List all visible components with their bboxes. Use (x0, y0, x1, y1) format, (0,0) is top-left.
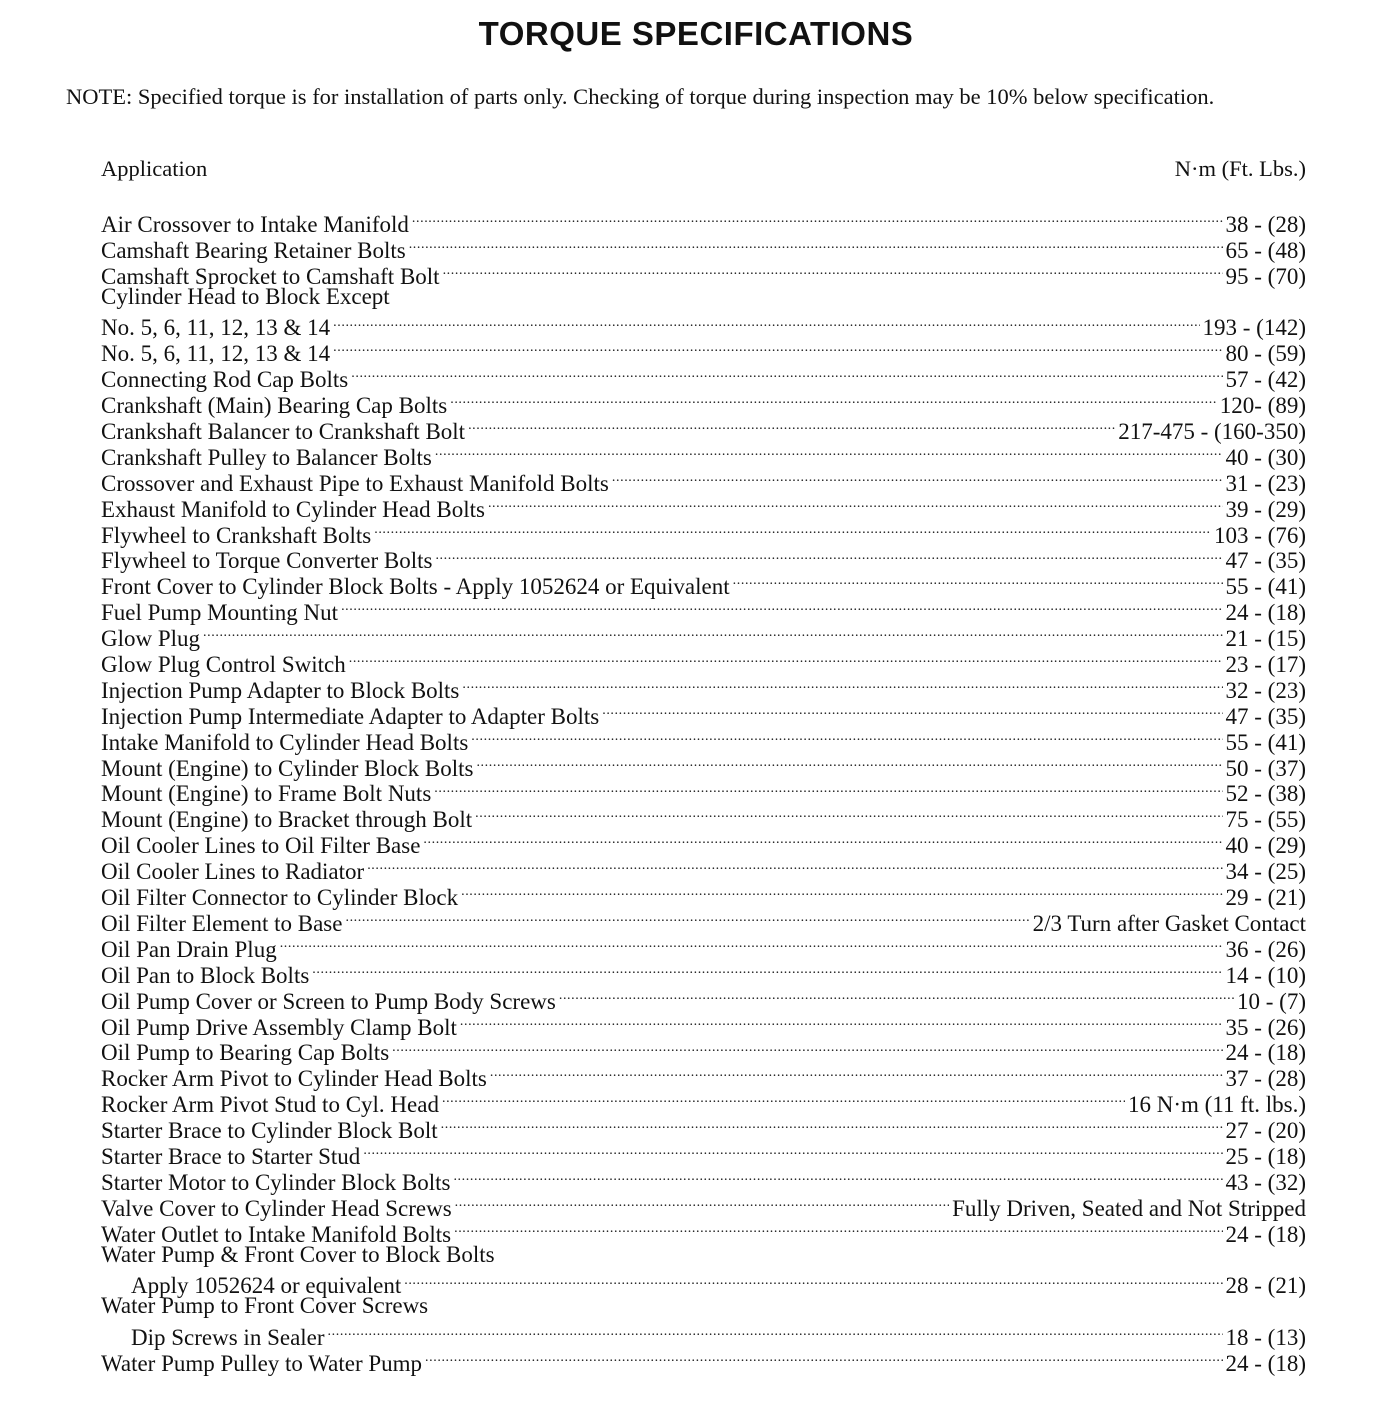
dot-leader (471, 724, 1222, 750)
application-cell: Crankshaft Balancer to Crankshaft Bolt (101, 419, 466, 445)
page-title: TORQUE SPECIFICATIONS (478, 15, 914, 52)
application-cell: Oil Pump Drive Assembly Clamp Bolt (101, 1014, 457, 1040)
application-cell: Water Pump & Front Cover to Block Bolts (101, 1241, 495, 1267)
torque-value-cell: 14 - (10) (1225, 962, 1306, 988)
dot-leader (328, 1319, 1223, 1345)
dot-leader (349, 646, 1223, 672)
table-row (101, 646, 1306, 678)
table-row (101, 1293, 1306, 1319)
torque-value-cell: 18 - (13) (1225, 1325, 1306, 1351)
dot-leader (733, 568, 1223, 594)
torque-value-cell: 2/3 Turn after Gasket Contact (1032, 910, 1306, 936)
torque-value-cell: 29 - (21) (1225, 885, 1306, 911)
torque-value-cell: 23 - (17) (1225, 652, 1306, 678)
application-cell: Water Outlet to Intake Manifold Bolts (101, 1221, 452, 1247)
application-cell: Oil Pan Drain Plug (101, 936, 277, 962)
torque-value-cell: 47 - (35) (1225, 548, 1306, 574)
dot-leader (341, 594, 1222, 620)
dot-leader (374, 517, 1211, 543)
dot-leader (443, 258, 1223, 284)
dot-leader (453, 1164, 1222, 1190)
application-cell: Air Crossover to Intake Manifold (101, 211, 409, 237)
application-cell: Glow Plug (101, 626, 201, 652)
dot-leader (462, 672, 1222, 698)
torque-value-cell: 16 N·m (11 ft. lbs.) (1127, 1092, 1306, 1118)
application-cell: Cylinder Head to Block Except (101, 283, 390, 309)
table-row (101, 931, 1306, 962)
column-header-torque: N·m (Ft. Lbs.) (1174, 156, 1306, 181)
dot-leader (441, 1112, 1223, 1138)
torque-value-cell: 55 - (41) (1225, 574, 1306, 600)
application-cell: Injection Pump Intermediate Adapter to Adapter Bolts (101, 703, 600, 729)
torque-value-cell: 95 - (70) (1225, 263, 1306, 289)
dot-leader (450, 387, 1217, 413)
torque-value-cell: 75 - (55) (1225, 807, 1306, 833)
torque-value-cell: 27 - (20) (1225, 1118, 1306, 1144)
application-cell: Rocker Arm Pivot Stud to Cyl. Head (101, 1092, 439, 1118)
torque-value-cell: 50 - (37) (1225, 755, 1306, 781)
table-row (101, 310, 1306, 341)
dot-leader (423, 827, 1222, 853)
torque-value-cell: 47 - (35) (1225, 703, 1306, 729)
dot-leader (461, 879, 1222, 905)
application-cell: Fuel Pump Mounting Nut (101, 600, 339, 626)
torque-value-cell: 21 - (15) (1225, 626, 1306, 652)
table-row (101, 206, 1306, 237)
application-cell: Starter Motor to Cylinder Block Bolts (101, 1169, 451, 1195)
torque-value-cell: 37 - (28) (1225, 1066, 1306, 1092)
application-cell: Mount (Engine) to Frame Bolt Nuts (101, 781, 432, 807)
note-text: NOTE: Specified torque is for installation of parts only. Checking of torque during inspection may be 10% below specification. (66, 84, 1215, 109)
torque-value-cell: 40 - (29) (1225, 833, 1306, 859)
torque-value-cell: 120- (89) (1219, 393, 1306, 419)
torque-value-cell: 38 - (28) (1225, 211, 1306, 237)
application-cell: Water Pump to Front Cover Screws (101, 1293, 429, 1319)
application-cell: Intake Manifold to Cylinder Head Bolts (101, 729, 469, 755)
table-row (101, 284, 1306, 310)
dot-leader (409, 232, 1223, 258)
table-header (101, 155, 1306, 183)
torque-value-cell: 43 - (32) (1225, 1169, 1306, 1195)
torque-value-cell: 103 - (76) (1214, 522, 1306, 548)
application-cell: Apply 1052624 or equivalent (131, 1273, 402, 1299)
torque-value-cell: 35 - (26) (1225, 1014, 1306, 1040)
application-cell: Flywheel to Torque Converter Bolts (101, 548, 433, 574)
application-cell: Oil Filter Connector to Cylinder Block (101, 885, 459, 911)
torque-value-cell: Fully Driven, Seated and Not Stripped (952, 1195, 1306, 1221)
application-cell: Valve Cover to Cylinder Head Screws (101, 1195, 452, 1221)
application-cell: Oil Pump to Bearing Cap Bolts (101, 1040, 390, 1066)
application-cell: Flywheel to Crankshaft Bolts (101, 522, 372, 548)
torque-value-cell: 10 - (7) (1237, 988, 1306, 1014)
dot-leader (612, 465, 1223, 491)
table-row (101, 1319, 1306, 1351)
torque-value-cell: 32 - (23) (1225, 677, 1306, 703)
dot-leader (203, 620, 1222, 646)
dot-leader (435, 439, 1223, 465)
torque-table (101, 206, 1306, 1377)
torque-value-cell: 55 - (41) (1225, 729, 1306, 755)
dot-leader (476, 750, 1222, 776)
dot-leader (312, 957, 1222, 983)
application-cell: Glow Plug Control Switch (101, 652, 346, 678)
torque-value-cell: 193 - (142) (1202, 315, 1306, 341)
application-cell: No. 5, 6, 11, 12, 13 & 14 (101, 341, 331, 367)
table-row (101, 1268, 1306, 1299)
application-cell: Crossover and Exhaust Pipe to Exhaust Manifold Bolts (101, 470, 609, 496)
application-cell: Oil Pan to Block Bolts (101, 962, 310, 988)
application-cell: Starter Brace to Cylinder Block Bolt (101, 1118, 438, 1144)
application-cell: Front Cover to Cylinder Block Bolts - Apply 1052624 or Equivalent (101, 574, 730, 600)
application-cell: Connecting Rod Cap Bolts (101, 367, 349, 393)
application-cell: Water Pump Pulley to Water Pump (101, 1351, 423, 1377)
dot-leader (602, 698, 1222, 724)
application-cell: Crankshaft Pulley to Balancer Bolts (101, 444, 432, 470)
torque-value-cell: 24 - (18) (1225, 1040, 1306, 1066)
dot-leader (468, 413, 1115, 439)
torque-value-cell: 25 - (18) (1225, 1143, 1306, 1169)
application-cell: Camshaft Sprocket to Camshaft Bolt (101, 263, 440, 289)
dot-leader (333, 335, 1222, 361)
torque-value-cell: 52 - (38) (1225, 781, 1306, 807)
torque-value-cell: 36 - (26) (1225, 936, 1306, 962)
torque-value-cell: 57 - (42) (1225, 367, 1306, 393)
dot-leader (412, 206, 1223, 232)
application-cell: Dip Screws in Sealer (131, 1325, 325, 1351)
application-cell: No. 5, 6, 11, 12, 13 & 14 (101, 315, 331, 341)
dot-leader (367, 853, 1222, 879)
torque-value-cell: 65 - (48) (1225, 237, 1306, 263)
application-cell: Mount (Engine) to Cylinder Block Bolts (101, 755, 474, 781)
application-cell: Oil Pump Cover or Screen to Pump Body Screws (101, 988, 556, 1014)
application-cell: Oil Cooler Lines to Oil Filter Base (101, 833, 421, 859)
dot-leader (455, 1190, 949, 1216)
dot-leader (280, 931, 1223, 957)
dot-leader (559, 983, 1234, 1009)
torque-value-cell: 39 - (29) (1225, 496, 1306, 522)
table-row (101, 620, 1306, 652)
application-cell: Oil Filter Element to Base (101, 910, 343, 936)
torque-value-cell: 24 - (18) (1225, 1351, 1306, 1377)
dot-leader (363, 1138, 1222, 1164)
torque-value-cell: 34 - (25) (1225, 859, 1306, 885)
dot-leader (460, 1009, 1223, 1035)
dot-leader (488, 491, 1223, 517)
dot-leader (434, 776, 1222, 802)
dot-leader (351, 361, 1222, 387)
dot-leader (392, 1035, 1222, 1061)
application-cell: Mount (Engine) to Bracket through Bolt (101, 807, 473, 833)
dot-leader (454, 1216, 1222, 1242)
dot-leader (333, 310, 1199, 336)
dot-leader (345, 905, 1029, 931)
application-cell: Exhaust Manifold to Cylinder Head Bolts (101, 496, 485, 522)
dot-leader (404, 1268, 1222, 1294)
torque-value-cell: 28 - (21) (1225, 1273, 1306, 1299)
application-cell: Starter Brace to Starter Stud (101, 1143, 361, 1169)
torque-value-cell: 31 - (23) (1225, 470, 1306, 496)
torque-value-cell: 217-475 - (160-350) (1118, 419, 1306, 445)
dot-leader (475, 801, 1222, 827)
torque-value-cell: 40 - (30) (1225, 444, 1306, 470)
dot-leader (435, 543, 1222, 569)
application-cell: Crankshaft (Main) Bearing Cap Bolts (101, 393, 448, 419)
table-row (101, 1242, 1306, 1268)
application-cell: Rocker Arm Pivot to Cylinder Head Bolts (101, 1066, 487, 1092)
dot-leader (442, 1086, 1125, 1112)
dot-leader (425, 1345, 1222, 1371)
table-row (101, 957, 1306, 988)
torque-value-cell: 24 - (18) (1225, 600, 1306, 626)
torque-value-cell: 24 - (18) (1225, 1221, 1306, 1247)
application-cell: Injection Pump Adapter to Block Bolts (101, 677, 460, 703)
dot-leader (490, 1060, 1223, 1086)
column-header-application: Application (101, 156, 208, 181)
torque-value-cell: 80 - (59) (1225, 341, 1306, 367)
application-cell: Camshaft Bearing Retainer Bolts (101, 237, 406, 263)
application-cell: Oil Cooler Lines to Radiator (101, 859, 365, 885)
